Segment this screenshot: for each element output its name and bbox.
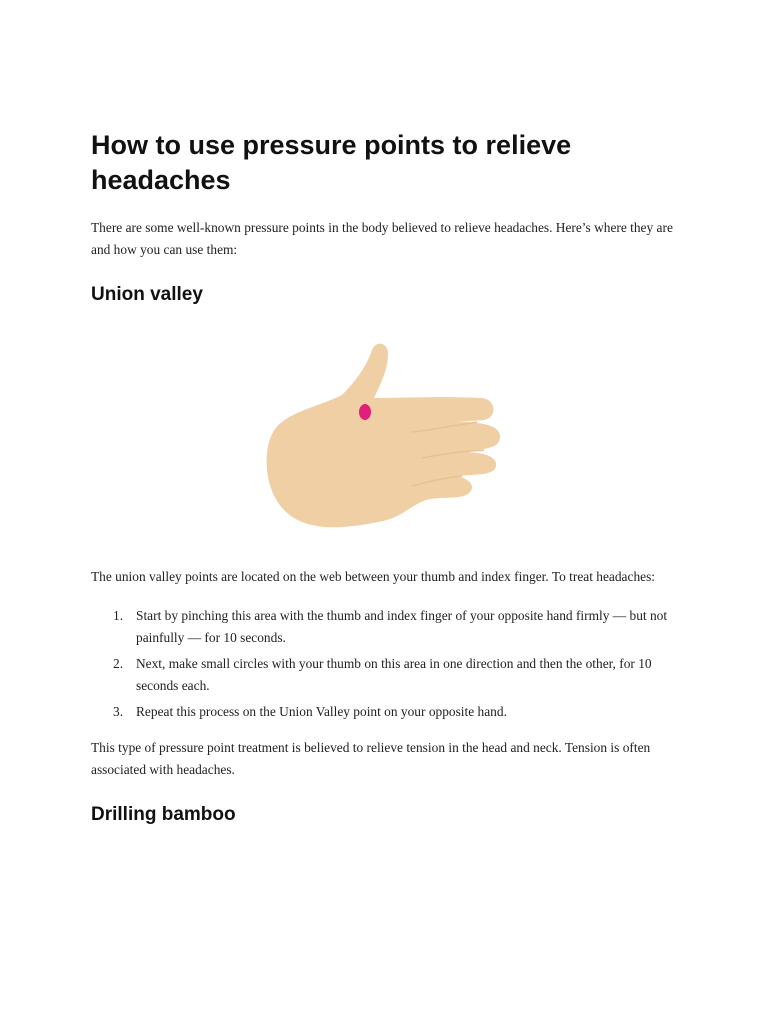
list-item: 2. Next, make small circles with your thumb on this area in one direction and then the other, for 10 seconds each. [113, 656, 652, 693]
union-valley-lead: The union valley points are located on the web between your thumb and index finger. To treat headaches: [91, 569, 656, 584]
list-item: 1. Start by pinching this area with the thumb and index finger of your opposite hand firmly — but not painfully — for 10 seconds. [113, 608, 668, 645]
pressure-point-marker [359, 404, 371, 420]
steps-list [91, 605, 671, 727]
union-valley-closing: This type of pressure point treatment is believed to relieve tension in the head and neck. Tension is often associated with headaches. [91, 740, 651, 777]
list-item: 3. Repeat this process on the Union Valley point on your opposite hand. [113, 704, 507, 719]
section-heading-union-valley: Union valley [91, 284, 203, 305]
intro-paragraph: There are some well-known pressure points in the body believed to relieve headaches. Here’s where they are and how you can use them: [91, 220, 673, 257]
page-title: How to use pressure points to relieve headaches [91, 130, 572, 195]
section-heading-drilling-bamboo: Drilling bamboo [91, 804, 236, 825]
hand-illustration-icon [262, 340, 507, 530]
